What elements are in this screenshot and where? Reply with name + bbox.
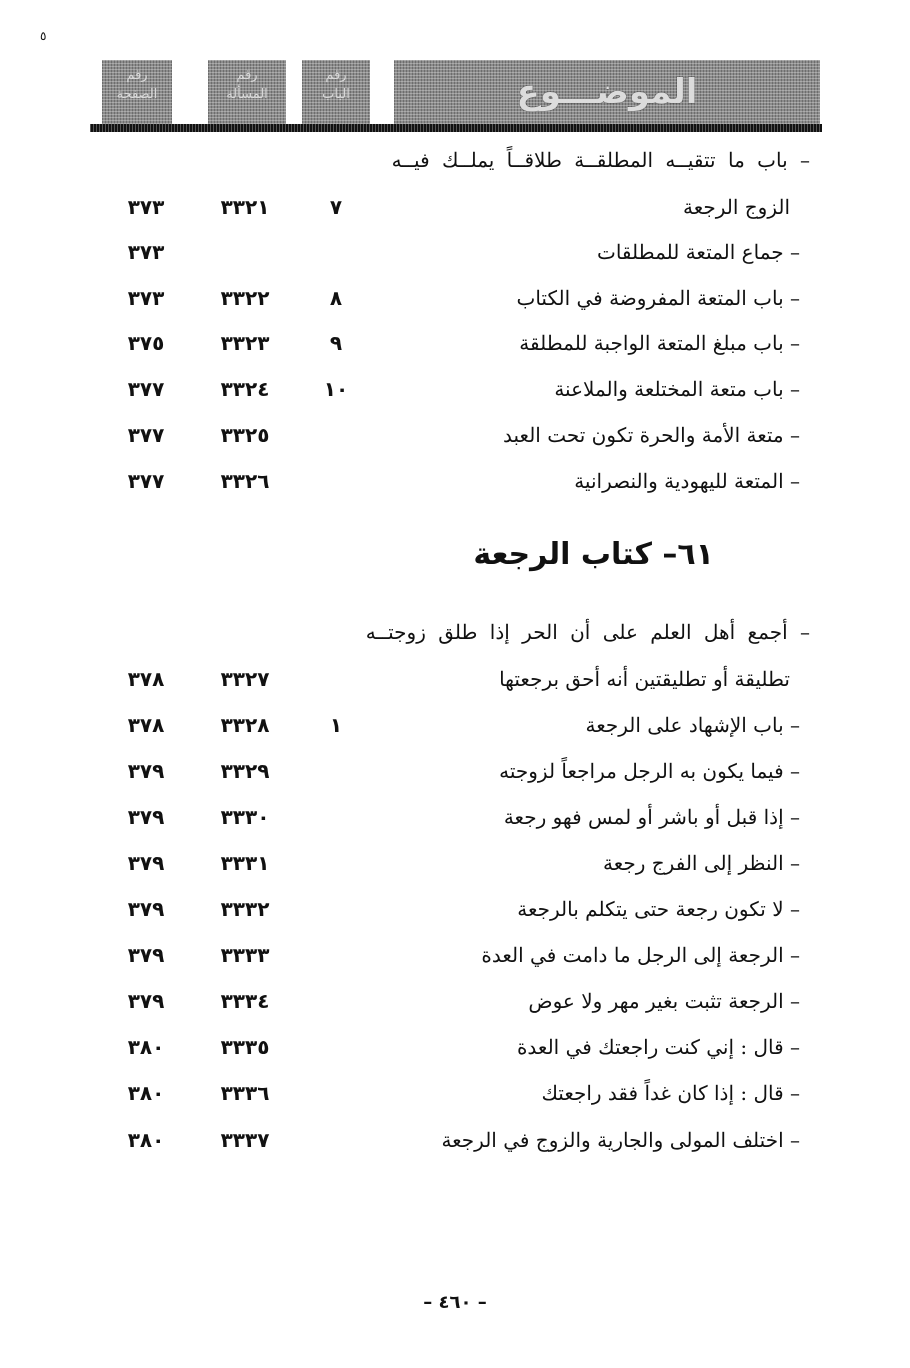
header-door-line2: الباب (322, 87, 350, 102)
row-issue: ٣٣٣٤ (220, 989, 270, 1013)
row-page: ٣٧٩ (127, 989, 165, 1013)
row-topic: – قال : إني كنت راجعتك في العدة (516, 1035, 800, 1059)
row-page: ٣٧٩ (127, 805, 165, 829)
row-page: ٣٧٩ (127, 943, 165, 967)
row-page: ٣٧٧ (127, 469, 165, 493)
row-page: ٣٧٨ (127, 667, 165, 691)
row-topic: – متعة الأمة والحرة تكون تحت العبد (503, 423, 800, 447)
table-row (0, 372, 910, 406)
row-page: ٣٧٩ (127, 759, 165, 783)
row-issue: ٣٣٢٩ (220, 759, 270, 783)
row-topic: – المتعة لليهودية والنصرانية (574, 469, 800, 493)
header-page-line2: الصفحة (116, 87, 158, 102)
row-page: ٣٧٧ (127, 423, 165, 447)
table-row (0, 754, 910, 788)
row-topic: الزوج الرجعة (682, 195, 790, 219)
header-rule (90, 124, 822, 132)
table-row (0, 464, 910, 498)
row-issue: ٣٣٢١ (220, 195, 270, 219)
table-row (0, 235, 910, 269)
row-topic: – النظر إلى الفرج رجعة (603, 851, 800, 875)
row-topic: – اختلف المولى والجارية والزوج في الرجعة (441, 1128, 800, 1152)
row-topic: – باب متعة المختلعة والملاعنة (554, 377, 800, 401)
row-topic: – الرجعة إلى الرجل ما دامت في العدة (481, 943, 800, 967)
row-page: ٣٧٩ (127, 897, 165, 921)
row-page: ٣٧٩ (127, 851, 165, 875)
row-topic: – جماع المتعة للمطلقات (597, 240, 800, 264)
corner-mark: ٥ (40, 29, 47, 43)
header-page-number (102, 60, 172, 124)
row-issue: ٣٣٢٧ (220, 667, 270, 691)
row-page: ٣٧٨ (127, 713, 165, 737)
row-page: ٣٨٠ (127, 1128, 165, 1152)
table-row (0, 708, 910, 742)
row-door: ٩ (329, 331, 343, 355)
table-row (0, 418, 910, 452)
row-topic: – الرجعة تثبت بغير مهر ولا عوض (528, 989, 800, 1013)
row-page: ٣٨٠ (127, 1035, 165, 1059)
row-page: ٣٧٣ (127, 195, 165, 219)
row-topic: تطليقة أو تطليقتين أنه أحق برجعتها (499, 667, 790, 691)
header-door-line1: رقم (325, 68, 347, 83)
row-issue: ٣٣٢٤ (220, 377, 270, 401)
header-issue-line2: المسألة (226, 87, 268, 102)
row-issue: ٣٣٣٧ (220, 1128, 270, 1152)
table-row (0, 1030, 910, 1064)
row-page: ٣٧٧ (127, 377, 165, 401)
row-topic: – أجمع أهل العلم على أن الحر إذا طلق زوجتــه (365, 620, 810, 644)
row-topic: – لا تكون رجعة حتى يتكلم بالرجعة (517, 897, 800, 921)
row-issue: ٣٣٢٥ (220, 423, 270, 447)
table-row (0, 143, 910, 177)
table-row (0, 281, 910, 315)
row-issue: ٣٣٣١ (220, 851, 270, 875)
row-issue: ٣٣٢٣ (220, 331, 270, 355)
header-issue-number (208, 60, 286, 124)
row-issue: ٣٣٣٦ (220, 1081, 270, 1105)
header-issue-line1: رقم (236, 68, 258, 83)
row-page: ٣٨٠ (127, 1081, 165, 1105)
row-issue: ٣٣٢٢ (220, 286, 270, 310)
table-row (0, 800, 910, 834)
row-topic: – باب الإشهاد على الرجعة (585, 713, 800, 737)
table-row (0, 892, 910, 926)
row-topic: – باب ما تتقيــه المطلقــة طلاقــاً يملــك فيــه (391, 148, 810, 172)
table-row (0, 190, 910, 224)
row-door: ١٠ (323, 377, 349, 401)
row-issue: ٣٣٢٦ (220, 469, 270, 493)
row-topic: – باب مبلغ المتعة الواجبة للمطلقة (519, 331, 800, 355)
row-page: ٣٧٣ (127, 240, 165, 264)
page-number: – ٤٦٠ – (423, 1292, 487, 1313)
table-row (0, 984, 910, 1018)
row-page: ٣٧٣ (127, 286, 165, 310)
row-topic: – باب المتعة المفروضة في الكتاب (516, 286, 800, 310)
section-title: ٦١– كتاب الرجعة (473, 537, 714, 572)
row-issue: ٣٣٢٨ (220, 713, 270, 737)
table-header (90, 60, 822, 134)
row-page: ٣٧٥ (127, 331, 165, 355)
table-row (0, 326, 910, 360)
row-issue: ٣٣٣٥ (220, 1035, 270, 1059)
table-row (0, 1076, 910, 1110)
row-issue: ٣٣٣٣ (220, 943, 270, 967)
row-issue: ٣٣٣٢ (220, 897, 270, 921)
row-topic: – إذا قبل أو باشر أو لمس فهو رجعة (503, 805, 800, 829)
row-door: ٧ (329, 195, 343, 219)
row-topic: – فيما يكون به الرجل مراجعاً لزوجته (499, 759, 800, 783)
table-row (0, 615, 910, 649)
row-door: ٨ (329, 286, 343, 310)
row-door: ١ (329, 713, 343, 737)
table-row (0, 938, 910, 972)
row-issue: ٣٣٣٠ (220, 805, 270, 829)
row-topic: – قال : إذا كان غداً فقد راجعتك (541, 1081, 800, 1105)
table-row (0, 846, 910, 880)
header-door-number (302, 60, 370, 124)
header-page-line1: رقم (126, 68, 148, 83)
header-topic: الموضـــوع (394, 60, 820, 124)
table-row (0, 1123, 910, 1157)
table-row (0, 662, 910, 696)
